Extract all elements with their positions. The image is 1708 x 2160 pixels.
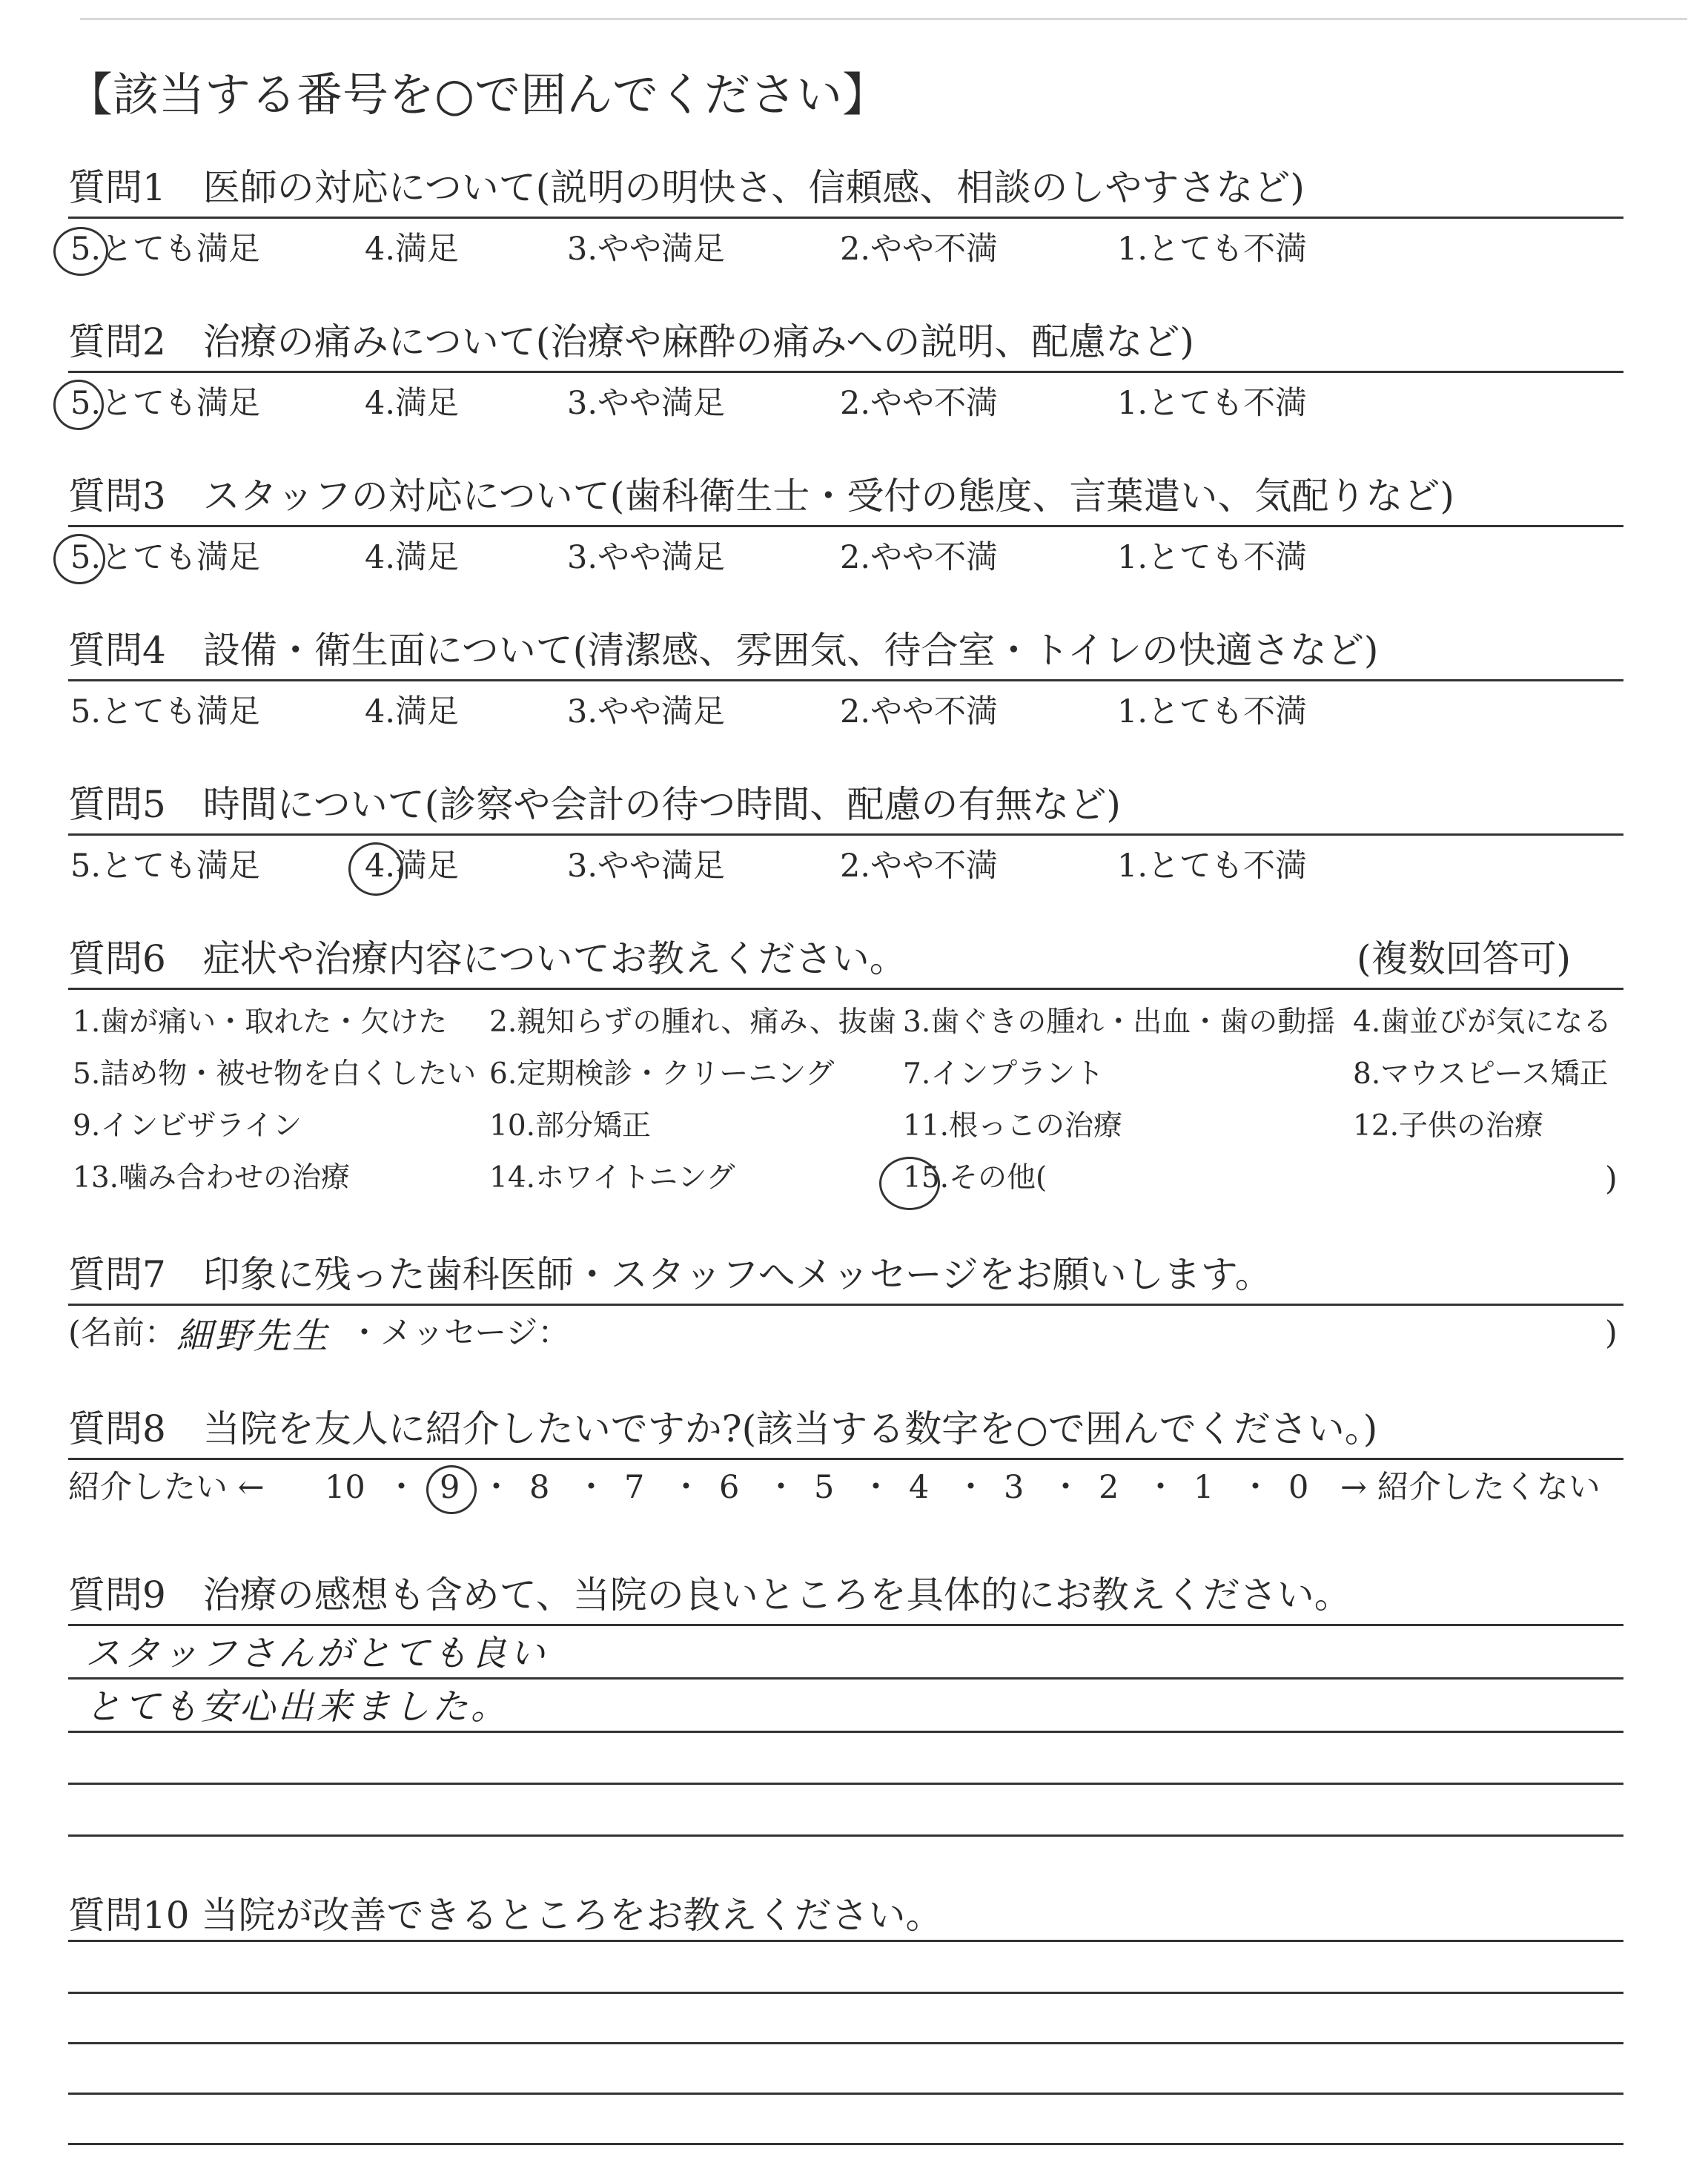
q3-option-3[interactable]: 3.やや満足 <box>567 539 726 576</box>
q1-option-3[interactable]: 3.やや満足 <box>567 231 726 268</box>
q8-separator: ・ <box>480 1469 512 1506</box>
q9-answer-rule <box>68 1834 1623 1837</box>
question-3-rule <box>68 525 1623 527</box>
q8-scale-3[interactable]: 3 <box>1004 1469 1025 1506</box>
q8-scale-2[interactable]: 2 <box>1099 1469 1119 1506</box>
q8-separator: ・ <box>955 1469 987 1506</box>
q8-separator: ・ <box>765 1469 797 1506</box>
q8-selection-circle <box>426 1465 477 1514</box>
question-5-rule <box>68 833 1623 836</box>
q6-option-1[interactable]: 1.歯が痛い・取れた・欠けた <box>73 1005 448 1039</box>
q8-left-label: 紹介したい ← <box>68 1469 265 1506</box>
q2-option-4[interactable]: 4.満足 <box>365 385 460 422</box>
q6-option-2[interactable]: 2.親知らずの腫れ、痛み、抜歯 <box>489 1005 896 1039</box>
q4-option-3[interactable]: 3.やや満足 <box>567 693 726 730</box>
q9-answer-rule <box>68 1731 1623 1733</box>
q6-option-3[interactable]: 3.歯ぐきの腫れ・出血・歯の動揺 <box>903 1005 1336 1039</box>
q6-option-10[interactable]: 10.部分矯正 <box>489 1109 652 1143</box>
q8-scale-0[interactable]: 0 <box>1288 1469 1309 1506</box>
q8-separator: ・ <box>575 1469 607 1506</box>
q4-option-4[interactable]: 4.満足 <box>365 693 460 730</box>
q10-answer-rule <box>68 2042 1623 2044</box>
question-6-title: 質問6 症状や治療内容についてお教えください。 <box>68 937 907 980</box>
q7-name-value[interactable]: 細野先生 <box>176 1315 331 1357</box>
q9-answer-rule <box>68 1677 1623 1680</box>
question-8-title: 質問8 当院を友人に紹介したいですか?(該当する数字を○で囲んでください。) <box>68 1407 1378 1450</box>
q3-option-5[interactable]: 5.とても満足 <box>70 539 261 576</box>
q2-option-3[interactable]: 3.やや満足 <box>567 385 726 422</box>
q5-option-3[interactable]: 3.やや満足 <box>567 848 726 885</box>
q1-option-2[interactable]: 2.やや不満 <box>840 231 999 268</box>
q6-option-4[interactable]: 4.歯並びが気になる <box>1353 1005 1612 1039</box>
question-10-rule <box>68 1940 1623 1942</box>
q7-close-paren: ) <box>1605 1315 1618 1352</box>
q10-answer-rule <box>68 2093 1623 2095</box>
q3-option-4[interactable]: 4.満足 <box>365 539 460 576</box>
q6-option-7[interactable]: 7.インプラント <box>903 1057 1105 1091</box>
question-7-rule <box>68 1304 1623 1306</box>
question-3-title: 質問3 スタッフの対応について(歯科衛生士・受付の態度、言葉遣い、気配りなど) <box>68 475 1454 518</box>
q8-separator: ・ <box>1145 1469 1176 1506</box>
question-1-title: 質問1 医師の対応について(説明の明快さ、信頼感、相談のしやすさなど) <box>68 166 1305 209</box>
q1-option-5[interactable]: 5.とても満足 <box>70 231 261 268</box>
q4-option-2[interactable]: 2.やや不満 <box>840 693 999 730</box>
question-1-rule <box>68 217 1623 219</box>
q3-option-1[interactable]: 1.とても不満 <box>1117 539 1308 576</box>
question-6-note: (複数回答可) <box>1357 937 1572 980</box>
q8-separator: ・ <box>670 1469 702 1506</box>
question-2-rule <box>68 371 1623 373</box>
q6-option-11[interactable]: 11.根っこの治療 <box>903 1109 1123 1143</box>
question-4-title: 質問4 設備・衛生面について(清潔感、雰囲気、待合室・トイレの快適さなど) <box>68 629 1379 672</box>
q7-name-label: (名前： <box>68 1315 176 1352</box>
q8-scale-9[interactable]: 9 <box>440 1469 460 1506</box>
question-9-rule <box>68 1624 1623 1626</box>
q1-option-1[interactable]: 1.とても不満 <box>1117 231 1308 268</box>
q8-scale-7[interactable]: 7 <box>624 1469 645 1506</box>
q6-option-15[interactable]: 15.その他( <box>903 1161 1047 1195</box>
q2-selection-circle <box>53 380 104 430</box>
q6-option-12[interactable]: 12.子供の治療 <box>1353 1109 1544 1143</box>
q8-separator: ・ <box>1239 1469 1271 1506</box>
q4-option-1[interactable]: 1.とても不満 <box>1117 693 1308 730</box>
q5-option-1[interactable]: 1.とても不満 <box>1117 848 1308 885</box>
q8-scale-8[interactable]: 8 <box>529 1469 550 1506</box>
q5-option-5[interactable]: 5.とても満足 <box>70 848 261 885</box>
q8-scale-6[interactable]: 6 <box>719 1469 740 1506</box>
question-5-title: 質問5 時間について(診察や会計の待つ時間、配慮の有無など) <box>68 783 1121 826</box>
q2-option-1[interactable]: 1.とても不満 <box>1117 385 1308 422</box>
q6-selection-circle <box>879 1157 940 1210</box>
q8-right-label: → 紹介したくない <box>1340 1469 1601 1506</box>
question-2-title: 質問2 治療の痛みについて(治療や麻酔の痛みへの説明、配慮など) <box>68 320 1194 363</box>
q6-option-6[interactable]: 6.定期検診・クリーニング <box>489 1057 835 1091</box>
q3-option-2[interactable]: 2.やや不満 <box>840 539 999 576</box>
q3-selection-circle <box>53 534 105 584</box>
form-title: 【該当する番号を○で囲んでください】 <box>67 67 889 122</box>
q6-option-13[interactable]: 13.噛み合わせの治療 <box>73 1161 351 1195</box>
q2-option-2[interactable]: 2.やや不満 <box>840 385 999 422</box>
top-border <box>80 18 1687 20</box>
question-6-rule <box>68 988 1623 990</box>
q8-scale-10[interactable]: 10 <box>325 1469 365 1506</box>
q6-close-paren: ) <box>1605 1160 1618 1198</box>
question-9-title: 質問9 治療の感想も含めて、当院の良いところを具体的にお教えください。 <box>68 1573 1351 1616</box>
q8-scale-4[interactable]: 4 <box>909 1469 930 1506</box>
question-7-title: 質問7 印象に残った歯科医師・スタッフへメッセージをお願いします。 <box>68 1253 1272 1296</box>
q5-option-2[interactable]: 2.やや不満 <box>840 848 999 885</box>
q6-option-5[interactable]: 5.詰め物・被せ物を白くしたい <box>73 1057 477 1091</box>
q8-separator: ・ <box>385 1469 417 1506</box>
q10-answer-rule <box>68 1992 1623 1994</box>
q7-message-label: ・メッセージ： <box>348 1315 570 1352</box>
q8-separator: ・ <box>860 1469 892 1506</box>
question-8-rule <box>68 1458 1623 1460</box>
q6-option-8[interactable]: 8.マウスピース矯正 <box>1353 1057 1609 1091</box>
q4-option-5[interactable]: 5.とても満足 <box>70 693 261 730</box>
q1-selection-circle <box>53 227 108 276</box>
q2-option-5[interactable]: 5.とても満足 <box>70 385 261 422</box>
q6-option-9[interactable]: 9.インビザライン <box>73 1109 302 1143</box>
q9-answer-line-1[interactable]: スタッフさんがとても良い <box>85 1633 549 1674</box>
q5-option-4[interactable]: 4.満足 <box>365 848 460 885</box>
question-4-rule <box>68 679 1623 681</box>
question-10-title: 質問10 当院が改善できるところをお教えください。 <box>68 1894 943 1937</box>
q10-answer-rule <box>68 2143 1623 2145</box>
q8-separator: ・ <box>1050 1469 1082 1506</box>
q8-scale-5[interactable]: 5 <box>814 1469 835 1506</box>
q8-scale-1[interactable]: 1 <box>1194 1469 1214 1506</box>
q1-option-4[interactable]: 4.満足 <box>365 231 460 268</box>
q5-selection-circle <box>348 842 403 896</box>
q9-answer-line-2[interactable]: とても安心出来ました。 <box>85 1686 510 1728</box>
q6-option-14[interactable]: 14.ホワイトニング <box>489 1161 735 1195</box>
q9-answer-rule <box>68 1783 1623 1785</box>
